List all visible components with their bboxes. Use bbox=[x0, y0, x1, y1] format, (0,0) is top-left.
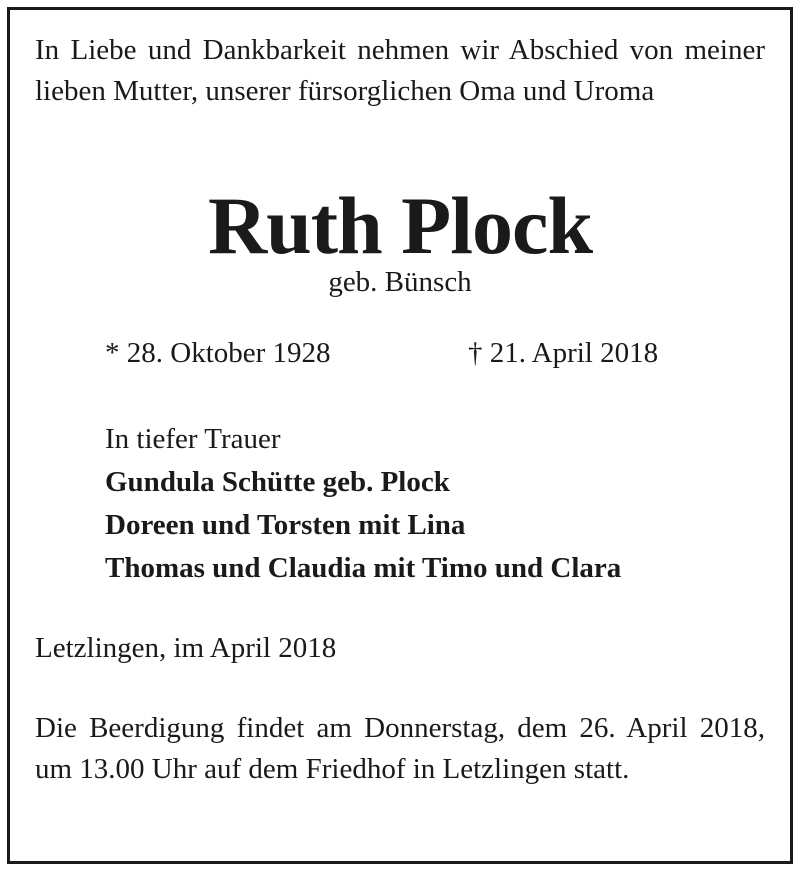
mourners-block bbox=[105, 418, 621, 590]
intro-text: In Liebe und Dankbarkeit nehmen wir Abschied von meiner lieben Mutter, unserer fürsorglichen Oma und Uroma bbox=[35, 34, 765, 107]
place-date: Letzlingen, im April 2018 bbox=[35, 632, 337, 664]
funeral-notice: Die Beerdigung findet am Donnerstag, dem 26. April 2018, um 13.00 Uhr auf dem Friedhof in Letzlingen statt. bbox=[35, 712, 765, 785]
death-date: † 21. April 2018 bbox=[468, 337, 659, 369]
mourner-name: Doreen und Torsten mit Lina bbox=[105, 509, 466, 541]
maiden-name: geb. Bünsch bbox=[328, 266, 472, 298]
mourner-name: Gundula Schütte geb. Plock bbox=[105, 466, 450, 498]
birth-date: * 28. Oktober 1928 bbox=[105, 337, 331, 369]
mourning-heading: In tiefer Trauer bbox=[105, 423, 281, 455]
deceased-name: Ruth Plock bbox=[207, 180, 593, 271]
mourner-name: Thomas und Claudia mit Timo und Clara bbox=[105, 552, 622, 584]
